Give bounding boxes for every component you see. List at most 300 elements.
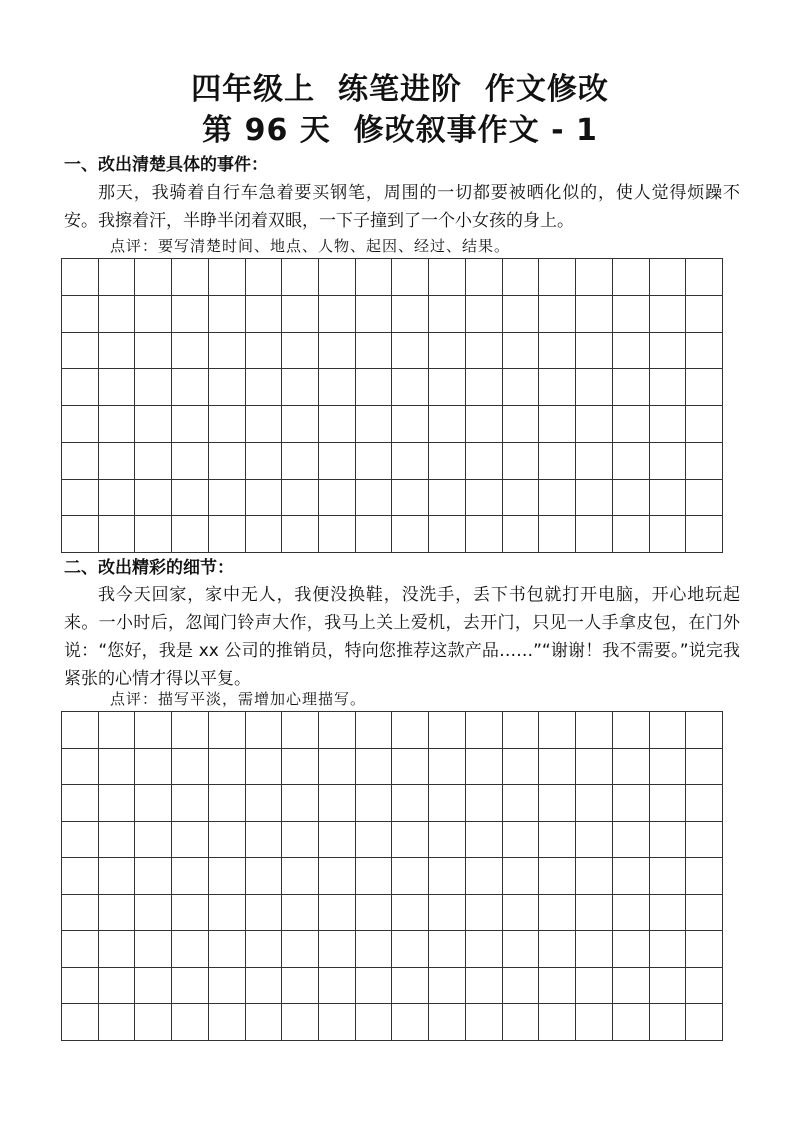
- grid-cell[interactable]: [282, 749, 319, 786]
- grid-cell[interactable]: [613, 443, 650, 480]
- grid-cell[interactable]: [172, 822, 209, 859]
- grid-cell[interactable]: [503, 259, 540, 296]
- grid-cell[interactable]: [392, 406, 429, 443]
- grid-cell[interactable]: [246, 443, 283, 480]
- grid-cell[interactable]: [503, 1004, 540, 1041]
- grid-cell[interactable]: [539, 895, 576, 932]
- grid-cell[interactable]: [392, 480, 429, 517]
- grid-cell[interactable]: [429, 259, 466, 296]
- grid-cell[interactable]: [576, 749, 613, 786]
- grid-cell[interactable]: [62, 931, 99, 968]
- grid-cell[interactable]: [135, 259, 172, 296]
- grid-cell[interactable]: [539, 259, 576, 296]
- grid-cell[interactable]: [172, 516, 209, 553]
- grid-cell[interactable]: [246, 369, 283, 406]
- grid-cell[interactable]: [319, 516, 356, 553]
- grid-cell[interactable]: [392, 516, 429, 553]
- grid-cell[interactable]: [135, 369, 172, 406]
- grid-cell[interactable]: [135, 822, 172, 859]
- grid-cell[interactable]: [209, 749, 246, 786]
- grid-cell[interactable]: [613, 858, 650, 895]
- grid-cell[interactable]: [62, 296, 99, 333]
- grid-cell[interactable]: [356, 516, 393, 553]
- grid-cell[interactable]: [356, 296, 393, 333]
- grid-cell[interactable]: [613, 712, 650, 749]
- grid-cell[interactable]: [135, 333, 172, 370]
- grid-cell[interactable]: [319, 858, 356, 895]
- grid-cell[interactable]: [172, 480, 209, 517]
- grid-cell[interactable]: [99, 480, 136, 517]
- grid-cell[interactable]: [282, 333, 319, 370]
- grid-cell[interactable]: [172, 749, 209, 786]
- grid-cell[interactable]: [99, 895, 136, 932]
- grid-cell[interactable]: [650, 1004, 687, 1041]
- grid-cell[interactable]: [172, 712, 209, 749]
- grid-cell[interactable]: [466, 443, 503, 480]
- grid-cell[interactable]: [319, 822, 356, 859]
- grid-cell[interactable]: [246, 749, 283, 786]
- grid-cell[interactable]: [576, 858, 613, 895]
- grid-cell[interactable]: [62, 259, 99, 296]
- grid-cell[interactable]: [246, 406, 283, 443]
- grid-cell[interactable]: [62, 480, 99, 517]
- grid-cell[interactable]: [356, 406, 393, 443]
- grid-cell[interactable]: [209, 406, 246, 443]
- grid-cell[interactable]: [392, 259, 429, 296]
- grid-cell[interactable]: [650, 749, 687, 786]
- grid-cell[interactable]: [686, 443, 723, 480]
- grid-cell[interactable]: [172, 785, 209, 822]
- grid-cell[interactable]: [319, 369, 356, 406]
- grid-cell[interactable]: [429, 333, 466, 370]
- grid-cell[interactable]: [319, 333, 356, 370]
- grid-cell[interactable]: [135, 785, 172, 822]
- grid-cell[interactable]: [209, 516, 246, 553]
- grid-cell[interactable]: [135, 296, 172, 333]
- grid-cell[interactable]: [172, 443, 209, 480]
- grid-cell[interactable]: [246, 516, 283, 553]
- grid-cell[interactable]: [429, 443, 466, 480]
- grid-cell[interactable]: [466, 712, 503, 749]
- grid-cell[interactable]: [99, 296, 136, 333]
- grid-cell[interactable]: [99, 333, 136, 370]
- grid-cell[interactable]: [356, 968, 393, 1005]
- grid-cell[interactable]: [282, 895, 319, 932]
- grid-cell[interactable]: [62, 895, 99, 932]
- grid-cell[interactable]: [466, 369, 503, 406]
- grid-cell[interactable]: [172, 406, 209, 443]
- grid-cell[interactable]: [429, 968, 466, 1005]
- grid-cell[interactable]: [650, 895, 687, 932]
- grid-cell[interactable]: [246, 785, 283, 822]
- grid-cell[interactable]: [539, 480, 576, 517]
- grid-cell[interactable]: [135, 858, 172, 895]
- grid-cell[interactable]: [429, 516, 466, 553]
- grid-cell[interactable]: [466, 858, 503, 895]
- grid-cell[interactable]: [650, 822, 687, 859]
- grid-cell[interactable]: [503, 480, 540, 517]
- grid-cell[interactable]: [392, 785, 429, 822]
- grid-cell[interactable]: [282, 259, 319, 296]
- grid-cell[interactable]: [135, 516, 172, 553]
- grid-cell[interactable]: [246, 259, 283, 296]
- grid-cell[interactable]: [99, 785, 136, 822]
- grid-cell[interactable]: [539, 858, 576, 895]
- grid-cell[interactable]: [99, 443, 136, 480]
- grid-cell[interactable]: [282, 822, 319, 859]
- grid-cell[interactable]: [99, 749, 136, 786]
- grid-cell[interactable]: [209, 1004, 246, 1041]
- grid-cell[interactable]: [319, 1004, 356, 1041]
- grid-cell[interactable]: [503, 822, 540, 859]
- grid-cell[interactable]: [503, 516, 540, 553]
- grid-cell[interactable]: [356, 785, 393, 822]
- grid-cell[interactable]: [392, 712, 429, 749]
- grid-cell[interactable]: [503, 712, 540, 749]
- grid-cell[interactable]: [539, 443, 576, 480]
- grid-cell[interactable]: [650, 968, 687, 1005]
- grid-cell[interactable]: [246, 968, 283, 1005]
- grid-cell[interactable]: [686, 822, 723, 859]
- grid-cell[interactable]: [209, 822, 246, 859]
- grid-cell[interactable]: [282, 1004, 319, 1041]
- grid-cell[interactable]: [319, 785, 356, 822]
- grid-cell[interactable]: [135, 895, 172, 932]
- grid-cell[interactable]: [503, 931, 540, 968]
- grid-cell[interactable]: [686, 369, 723, 406]
- grid-cell[interactable]: [356, 712, 393, 749]
- grid-cell[interactable]: [62, 516, 99, 553]
- grid-cell[interactable]: [62, 749, 99, 786]
- grid-cell[interactable]: [576, 333, 613, 370]
- grid-cell[interactable]: [246, 931, 283, 968]
- grid-cell[interactable]: [686, 895, 723, 932]
- grid-cell[interactable]: [209, 480, 246, 517]
- grid-cell[interactable]: [172, 858, 209, 895]
- grid-cell[interactable]: [62, 369, 99, 406]
- grid-cell[interactable]: [135, 1004, 172, 1041]
- grid-cell[interactable]: [99, 516, 136, 553]
- grid-cell[interactable]: [172, 895, 209, 932]
- grid-cell[interactable]: [282, 516, 319, 553]
- grid-cell[interactable]: [539, 822, 576, 859]
- grid-cell[interactable]: [613, 785, 650, 822]
- grid-cell[interactable]: [539, 749, 576, 786]
- grid-cell[interactable]: [62, 333, 99, 370]
- grid-cell[interactable]: [356, 931, 393, 968]
- grid-cell[interactable]: [613, 968, 650, 1005]
- grid-cell[interactable]: [392, 296, 429, 333]
- grid-cell[interactable]: [282, 931, 319, 968]
- grid-cell[interactable]: [99, 259, 136, 296]
- grid-cell[interactable]: [209, 858, 246, 895]
- grid-cell[interactable]: [392, 968, 429, 1005]
- grid-cell[interactable]: [539, 1004, 576, 1041]
- grid-cell[interactable]: [539, 369, 576, 406]
- grid-cell[interactable]: [466, 895, 503, 932]
- grid-cell[interactable]: [686, 931, 723, 968]
- grid-cell[interactable]: [429, 895, 466, 932]
- grid-cell[interactable]: [172, 333, 209, 370]
- grid-cell[interactable]: [613, 259, 650, 296]
- grid-cell[interactable]: [99, 1004, 136, 1041]
- grid-cell[interactable]: [172, 259, 209, 296]
- grid-cell[interactable]: [613, 931, 650, 968]
- grid-cell[interactable]: [99, 406, 136, 443]
- grid-cell[interactable]: [392, 858, 429, 895]
- grid-cell[interactable]: [650, 443, 687, 480]
- grid-cell[interactable]: [282, 296, 319, 333]
- grid-cell[interactable]: [576, 822, 613, 859]
- grid-cell[interactable]: [246, 333, 283, 370]
- grid-cell[interactable]: [392, 333, 429, 370]
- grid-cell[interactable]: [686, 516, 723, 553]
- grid-cell[interactable]: [613, 333, 650, 370]
- grid-cell[interactable]: [686, 968, 723, 1005]
- grid-cell[interactable]: [539, 296, 576, 333]
- grid-cell[interactable]: [539, 406, 576, 443]
- grid-cell[interactable]: [135, 968, 172, 1005]
- grid-cell[interactable]: [613, 369, 650, 406]
- grid-cell[interactable]: [356, 749, 393, 786]
- grid-cell[interactable]: [319, 712, 356, 749]
- grid-cell[interactable]: [429, 931, 466, 968]
- grid-cell[interactable]: [392, 749, 429, 786]
- grid-cell[interactable]: [650, 785, 687, 822]
- grid-cell[interactable]: [650, 712, 687, 749]
- grid-cell[interactable]: [62, 822, 99, 859]
- grid-cell[interactable]: [392, 443, 429, 480]
- grid-cell[interactable]: [429, 858, 466, 895]
- grid-cell[interactable]: [429, 406, 466, 443]
- grid-cell[interactable]: [356, 480, 393, 517]
- grid-cell[interactable]: [62, 443, 99, 480]
- grid-cell[interactable]: [319, 296, 356, 333]
- grid-cell[interactable]: [503, 749, 540, 786]
- grid-cell[interactable]: [209, 333, 246, 370]
- grid-cell[interactable]: [62, 858, 99, 895]
- grid-cell[interactable]: [172, 296, 209, 333]
- grid-cell[interactable]: [99, 369, 136, 406]
- grid-cell[interactable]: [576, 931, 613, 968]
- grid-cell[interactable]: [686, 296, 723, 333]
- grid-cell[interactable]: [135, 406, 172, 443]
- grid-cell[interactable]: [576, 406, 613, 443]
- grid-cell[interactable]: [539, 333, 576, 370]
- grid-cell[interactable]: [503, 968, 540, 1005]
- grid-cell[interactable]: [576, 480, 613, 517]
- grid-cell[interactable]: [429, 480, 466, 517]
- grid-cell[interactable]: [576, 443, 613, 480]
- grid-cell[interactable]: [686, 785, 723, 822]
- grid-cell[interactable]: [650, 931, 687, 968]
- grid-cell[interactable]: [135, 749, 172, 786]
- grid-cell[interactable]: [392, 369, 429, 406]
- grid-cell[interactable]: [429, 749, 466, 786]
- grid-cell[interactable]: [503, 785, 540, 822]
- grid-cell[interactable]: [356, 369, 393, 406]
- grid-cell[interactable]: [392, 931, 429, 968]
- grid-cell[interactable]: [650, 406, 687, 443]
- grid-cell[interactable]: [429, 1004, 466, 1041]
- grid-cell[interactable]: [282, 443, 319, 480]
- grid-cell[interactable]: [282, 369, 319, 406]
- grid-cell[interactable]: [62, 1004, 99, 1041]
- grid-cell[interactable]: [209, 443, 246, 480]
- grid-cell[interactable]: [209, 369, 246, 406]
- grid-cell[interactable]: [62, 968, 99, 1005]
- grid-cell[interactable]: [429, 822, 466, 859]
- grid-cell[interactable]: [319, 895, 356, 932]
- grid-cell[interactable]: [686, 1004, 723, 1041]
- grid-cell[interactable]: [466, 516, 503, 553]
- grid-cell[interactable]: [392, 895, 429, 932]
- grid-cell[interactable]: [209, 895, 246, 932]
- grid-cell[interactable]: [686, 259, 723, 296]
- grid-cell[interactable]: [429, 785, 466, 822]
- grid-cell[interactable]: [613, 296, 650, 333]
- grid-cell[interactable]: [466, 1004, 503, 1041]
- grid-cell[interactable]: [319, 749, 356, 786]
- grid-cell[interactable]: [686, 858, 723, 895]
- grid-cell[interactable]: [613, 480, 650, 517]
- grid-cell[interactable]: [282, 968, 319, 1005]
- grid-cell[interactable]: [466, 296, 503, 333]
- grid-cell[interactable]: [282, 785, 319, 822]
- grid-cell[interactable]: [135, 712, 172, 749]
- grid-cell[interactable]: [246, 712, 283, 749]
- grid-cell[interactable]: [356, 895, 393, 932]
- grid-cell[interactable]: [686, 749, 723, 786]
- grid-cell[interactable]: [539, 516, 576, 553]
- grid-cell[interactable]: [99, 822, 136, 859]
- grid-cell[interactable]: [613, 406, 650, 443]
- grid-cell[interactable]: [686, 712, 723, 749]
- grid-cell[interactable]: [356, 1004, 393, 1041]
- grid-cell[interactable]: [209, 968, 246, 1005]
- grid-cell[interactable]: [62, 406, 99, 443]
- grid-cell[interactable]: [466, 785, 503, 822]
- grid-cell[interactable]: [319, 406, 356, 443]
- grid-cell[interactable]: [613, 516, 650, 553]
- grid-cell[interactable]: [282, 712, 319, 749]
- grid-cell[interactable]: [319, 480, 356, 517]
- grid-cell[interactable]: [99, 931, 136, 968]
- grid-cell[interactable]: [503, 333, 540, 370]
- grid-cell[interactable]: [503, 895, 540, 932]
- grid-cell[interactable]: [650, 259, 687, 296]
- grid-cell[interactable]: [503, 443, 540, 480]
- grid-cell[interactable]: [576, 1004, 613, 1041]
- grid-cell[interactable]: [356, 822, 393, 859]
- grid-cell[interactable]: [576, 369, 613, 406]
- grid-cell[interactable]: [539, 931, 576, 968]
- writing-grid-2[interactable]: [61, 711, 723, 1041]
- grid-cell[interactable]: [356, 443, 393, 480]
- grid-cell[interactable]: [246, 895, 283, 932]
- grid-cell[interactable]: [356, 333, 393, 370]
- grid-cell[interactable]: [209, 296, 246, 333]
- grid-cell[interactable]: [503, 406, 540, 443]
- grid-cell[interactable]: [209, 931, 246, 968]
- grid-cell[interactable]: [466, 822, 503, 859]
- grid-cell[interactable]: [172, 968, 209, 1005]
- grid-cell[interactable]: [99, 712, 136, 749]
- grid-cell[interactable]: [686, 406, 723, 443]
- grid-cell[interactable]: [466, 968, 503, 1005]
- grid-cell[interactable]: [686, 333, 723, 370]
- grid-cell[interactable]: [466, 931, 503, 968]
- grid-cell[interactable]: [650, 333, 687, 370]
- grid-cell[interactable]: [576, 895, 613, 932]
- grid-cell[interactable]: [135, 443, 172, 480]
- grid-cell[interactable]: [650, 858, 687, 895]
- grid-cell[interactable]: [466, 406, 503, 443]
- grid-cell[interactable]: [319, 931, 356, 968]
- grid-cell[interactable]: [246, 858, 283, 895]
- grid-cell[interactable]: [576, 785, 613, 822]
- grid-cell[interactable]: [613, 895, 650, 932]
- grid-cell[interactable]: [503, 858, 540, 895]
- grid-cell[interactable]: [576, 712, 613, 749]
- grid-cell[interactable]: [429, 296, 466, 333]
- grid-cell[interactable]: [209, 259, 246, 296]
- grid-cell[interactable]: [246, 822, 283, 859]
- grid-cell[interactable]: [466, 259, 503, 296]
- grid-cell[interactable]: [62, 785, 99, 822]
- grid-cell[interactable]: [282, 858, 319, 895]
- grid-cell[interactable]: [650, 369, 687, 406]
- grid-cell[interactable]: [613, 749, 650, 786]
- grid-cell[interactable]: [466, 333, 503, 370]
- grid-cell[interactable]: [539, 785, 576, 822]
- grid-cell[interactable]: [576, 259, 613, 296]
- grid-cell[interactable]: [539, 968, 576, 1005]
- grid-cell[interactable]: [319, 259, 356, 296]
- grid-cell[interactable]: [650, 480, 687, 517]
- grid-cell[interactable]: [539, 712, 576, 749]
- grid-cell[interactable]: [466, 749, 503, 786]
- grid-cell[interactable]: [172, 369, 209, 406]
- grid-cell[interactable]: [356, 259, 393, 296]
- grid-cell[interactable]: [99, 968, 136, 1005]
- grid-cell[interactable]: [392, 822, 429, 859]
- grid-cell[interactable]: [576, 968, 613, 1005]
- grid-cell[interactable]: [429, 369, 466, 406]
- grid-cell[interactable]: [503, 296, 540, 333]
- grid-cell[interactable]: [172, 1004, 209, 1041]
- grid-cell[interactable]: [172, 931, 209, 968]
- grid-cell[interactable]: [650, 516, 687, 553]
- grid-cell[interactable]: [466, 480, 503, 517]
- writing-grid-1[interactable]: [61, 258, 723, 553]
- grid-cell[interactable]: [135, 931, 172, 968]
- grid-cell[interactable]: [246, 296, 283, 333]
- grid-cell[interactable]: [503, 369, 540, 406]
- grid-cell[interactable]: [209, 785, 246, 822]
- grid-cell[interactable]: [650, 296, 687, 333]
- grid-cell[interactable]: [246, 480, 283, 517]
- grid-cell[interactable]: [613, 1004, 650, 1041]
- grid-cell[interactable]: [429, 712, 466, 749]
- grid-cell[interactable]: [246, 1004, 283, 1041]
- grid-cell[interactable]: [576, 516, 613, 553]
- grid-cell[interactable]: [576, 296, 613, 333]
- grid-cell[interactable]: [613, 822, 650, 859]
- grid-cell[interactable]: [686, 480, 723, 517]
- grid-cell[interactable]: [62, 712, 99, 749]
- grid-cell[interactable]: [282, 480, 319, 517]
